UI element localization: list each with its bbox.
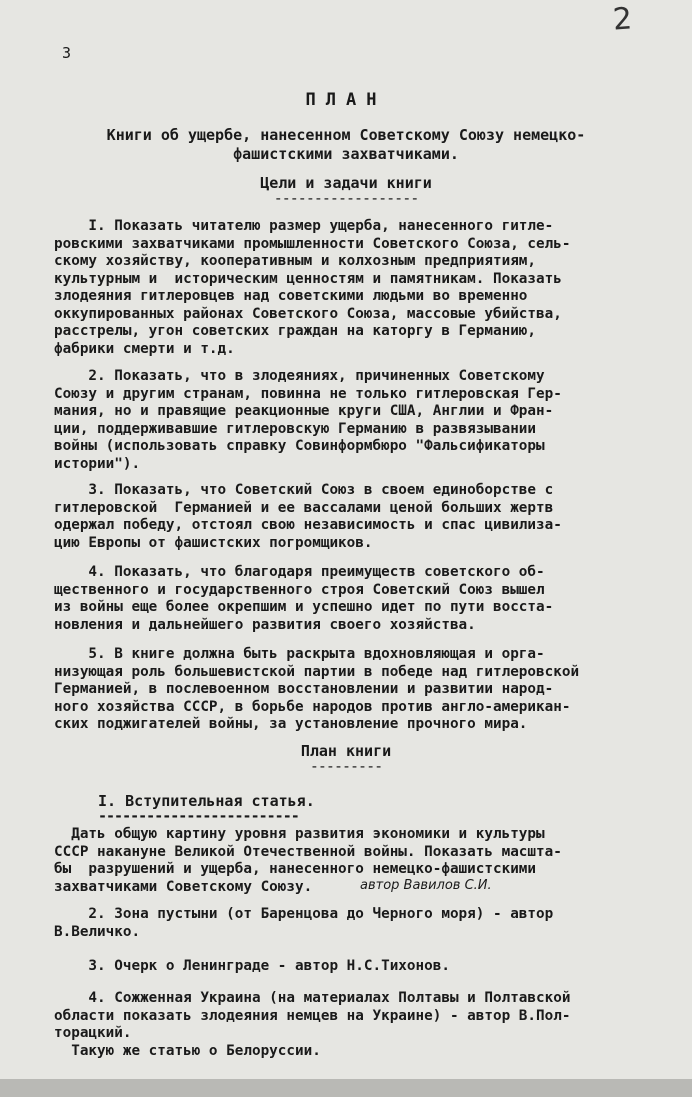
document-subtitle-line2: фашистскими захватчиками. bbox=[233, 145, 459, 163]
section1-heading: I. Вступительная статья. bbox=[98, 792, 315, 810]
goal-item-5: 5. В книге должна быть раскрыта вдохновляющая и орга- низующая роль большевистской партии в победе над гитлеровской Германией, в послевоенном восстановлении и развитии народ- ного хозяйства СССР, в борьбе народов против англо-американ- ских поджигателей войны, за установление прочного мира. bbox=[54, 646, 580, 732]
goal-item-3: 3. Показать, что Советский Союз в своем единоборстве с гитлеровской Германией и ее вассалами ценой больших жертв одержал победу, отстоял свою независимость и спас цивилиза- цию Европы от фашистских погромщиков. bbox=[54, 482, 562, 551]
goals-heading-block bbox=[0, 174, 692, 207]
goal-item-4: 4. Показать, что благодаря преимуществ советского об- щественного и государственного строя Советский Союз вышел из войны еще более окрепшим и успешно идет по пути восста- новления и дальнейшего развития своего хозяйства. bbox=[54, 564, 554, 633]
section1-heading-underline: ------------------------- bbox=[98, 807, 299, 825]
goal-item-1: I. Показать читателю размер ущерба, нанесенного гитле- ровскими захватчиками промышленности Советского Союза, сель- скому хозяйству, кооперативным и колхозным предприятиям, культурным и историческим ценностям и памятникам. Показать злодеяния гитлеровцев над советскими людьми во временно оккупированных районах Советского Союза, массовые убийства, расстрелы, угон советских граждан на каторгу в Германию, фабрики смерти и т.д. bbox=[54, 218, 571, 357]
book-plan-heading: План книги bbox=[300, 742, 392, 760]
goal-item-2: 2. Показать, что в злодеяниях, причиненных Советскому Союзу и другим странам, повинна не только гитлеровская Гер- мания, но и правящие реакционные круги США, Англии и Фран- ции, поддерживавшие гитлеровскую Германию в развязывании войны (использовать справку Совинформбюро "Фальсификаторы истории"). bbox=[54, 368, 562, 472]
plan-item-4: 4. Сожженная Украина (на материалах Полтавы и Полтавской области показать злодеяния немцев на Украине) - автор В.Пол- торацкий. Такую же статью о Белоруссии. bbox=[54, 990, 571, 1059]
plan-item-3: 3. Очерк о Ленинграде - автор Н.С.Тихонов. bbox=[54, 958, 450, 974]
section1-text: Дать общую картину уровня развития экономики и культуры СССР накануне Великой Отечественной войны. Показать масшта- бы разрушений и ущерба, нанесенного немецко-фашистскими захватчиками Советскому Союзу. bbox=[54, 826, 562, 895]
title-block bbox=[0, 90, 692, 164]
book-plan-heading-underline: --------- bbox=[309, 757, 383, 775]
goals-heading-underline: ------------------ bbox=[273, 189, 419, 207]
book-plan-heading-block bbox=[0, 742, 692, 775]
document-title: ПЛАН bbox=[305, 90, 387, 110]
document-subtitle-line1: Книги об ущербе, нанесенном Советскому Союзу немецко- bbox=[106, 126, 586, 144]
page-number: 3 bbox=[62, 44, 72, 62]
section1-handwritten-author: автор Вавилов С.И. bbox=[360, 878, 492, 893]
section1-heading-block bbox=[98, 792, 315, 825]
goals-heading: Цели и задачи книги bbox=[260, 174, 432, 192]
handwritten-page-number: 2 bbox=[611, 1, 634, 38]
plan-item-2: 2. Зона пустыни (от Баренцова до Черного моря) - автор В.Величко. bbox=[54, 906, 554, 940]
